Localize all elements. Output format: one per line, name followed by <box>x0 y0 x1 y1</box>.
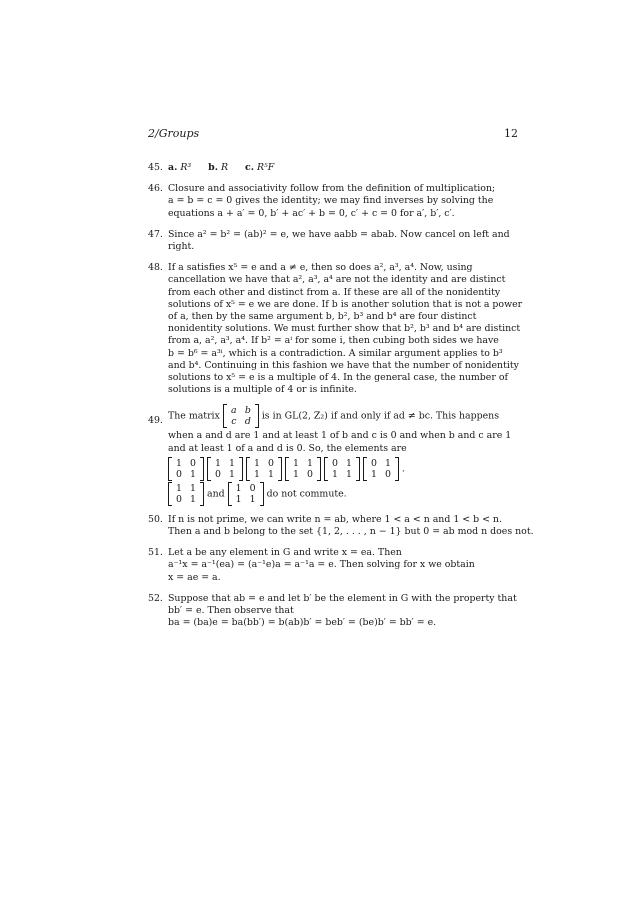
text-line: equations a + a′ = 0, b′ + ac′ + b = 0, c′ + c = 0 for a′, b′, c′. <box>168 207 455 219</box>
text-line: Then a and b belong to the set {1, 2, . . . , n − 1} but 0 = ab mod n does not. <box>168 526 534 538</box>
matrix-cell: 0 <box>306 468 313 480</box>
matrix-cell: 1 <box>384 457 391 469</box>
matrix-cell: 1 <box>331 468 338 480</box>
problem-number: 52. <box>148 592 163 604</box>
problem-47 <box>148 229 520 253</box>
text-line: and at least 1 of a and d is 0. So, the elements are <box>168 442 407 454</box>
matrix-cell: 1 <box>176 457 182 469</box>
pair-conclusion: do not commute. <box>266 488 347 500</box>
matrix-cell: 1 <box>249 493 256 505</box>
intro-text: The matrix <box>168 410 220 422</box>
text-line: nonidentity solutions. We must further show that b², b³ and b⁴ are distinct <box>168 323 521 335</box>
matrix-cell: 0 <box>190 457 196 469</box>
matrix-cell: 0 <box>249 482 256 494</box>
text-line: b = b⁶ = a³ⁱ, which is a contradiction. A similar argument applies to b³ <box>168 347 503 359</box>
matrix <box>285 458 321 480</box>
matrix-cell: 0 <box>384 468 391 480</box>
matrix-cell: 1 <box>190 482 196 494</box>
matrix <box>228 483 264 505</box>
text-line: ba = (ba)e = ba(bb′) = b(ab)b′ = beb′ = (be)b′ = bb′ = e. <box>168 617 437 629</box>
matrix-cell: 1 <box>235 493 242 505</box>
punctuation: . <box>401 463 405 475</box>
matrix-cell: 1 <box>267 468 274 480</box>
text-line: when a and d are 1 and at least 1 of b and c is 0 and when b and c are 1 <box>168 430 512 442</box>
matrix-cell: 1 <box>253 468 260 480</box>
text-line: solutions is a multiple of 4 or is infinite. <box>168 384 357 396</box>
problem-number: 47. <box>148 228 163 240</box>
matrix <box>363 458 399 480</box>
problem-46 <box>148 183 520 220</box>
problem-number: 49. <box>148 415 163 427</box>
matrix-cell: 1 <box>190 493 196 505</box>
matrix-cell: c <box>231 416 237 428</box>
problem-number: 51. <box>148 547 163 559</box>
text-line: cancellation we have that a², a³, a⁴ are not the identity and are distinct <box>168 274 506 286</box>
matrix-cell: 1 <box>345 457 352 469</box>
matrix-cell: 1 <box>229 457 235 469</box>
text-line: If a satisfies x⁵ = e and a ≠ e, then so does a², a³, a⁴. Now, using <box>168 262 473 274</box>
matrix <box>168 483 204 505</box>
matrix-cell: 1 <box>235 482 242 494</box>
matrix <box>223 405 259 427</box>
solutions-list <box>148 162 534 638</box>
text-line: solutions to x⁵ = e is a multiple of 4. In the general case, the number of <box>168 372 508 384</box>
matrix-cell: 1 <box>292 457 299 469</box>
answer-a-label: a. <box>168 162 178 173</box>
matrix <box>246 458 282 480</box>
matrix-cell: 0 <box>267 457 274 469</box>
text-line: of a, then by the same argument b, b², b³ and b⁴ are four distinct <box>168 311 477 323</box>
matrix-cell: 1 <box>229 468 235 480</box>
intro-line <box>168 405 520 427</box>
answer-b-value: R <box>220 162 229 173</box>
matrix <box>207 458 243 480</box>
answer-b-label: b. <box>208 162 218 173</box>
element-matrices <box>168 458 520 480</box>
text-line: If n is not prime, we can write n = ab, where 1 < a < n and 1 < b < n. <box>168 513 502 525</box>
text-line: Suppose that ab = e and let b′ be the element in G with the property that <box>168 592 517 604</box>
chapter-title: 2/Groups <box>148 127 200 140</box>
matrix <box>168 458 204 480</box>
matrix-cell: a <box>231 405 237 417</box>
text-line: solutions of x⁵ = e we are done. If b is another solution that is not a power <box>168 298 523 310</box>
matrix <box>324 458 360 480</box>
matrix-cell: 1 <box>370 468 377 480</box>
problem-50 <box>148 513 534 538</box>
matrix-cell: 1 <box>215 457 221 469</box>
matrix-cell: d <box>244 416 251 428</box>
problem-51 <box>148 547 520 584</box>
text-line: Let a be any element in G and write x = ea. Then <box>168 547 402 559</box>
text-line: a⁻¹x = a⁻¹(ea) = (a⁻¹e)a = a⁻¹a = e. Then solving for x we obtain <box>168 559 475 571</box>
text-line: a = b = c = 0 gives the identity; we may find inverses by solving the <box>168 195 494 207</box>
matrix-cell: 0 <box>176 468 182 480</box>
noncommuting-pair <box>168 483 520 505</box>
matrix-cell: 1 <box>176 482 182 494</box>
matrix-cell: 0 <box>331 457 338 469</box>
intro-text: is in GL(2, Z₂) if and only if ad ≠ bc. This happens <box>261 410 500 422</box>
problem-45 <box>148 162 520 174</box>
matrix-cell: 1 <box>253 457 260 469</box>
text-line: Since a² = b² = (ab)² = e, we have aabb = abab. Now cancel on left and <box>168 228 510 240</box>
answer-a-value: R³ <box>180 162 192 173</box>
problem-number: 46. <box>148 183 163 195</box>
text-line: from each other and distinct from a. If these are all of the nonidentity <box>168 286 501 298</box>
problem-49 <box>148 405 520 504</box>
matrix-cell: 0 <box>215 468 221 480</box>
text-line: Closure and associativity follow from the definition of multiplication; <box>168 183 496 195</box>
answer-c-value: R⁵F <box>256 162 275 173</box>
problem-48 <box>148 262 523 396</box>
matrix-cell: 1 <box>190 468 196 480</box>
problem-number: 48. <box>148 262 163 274</box>
problem-52 <box>148 593 520 630</box>
problem-number: 50. <box>148 513 163 525</box>
text-line: bb′ = e. Then observe that <box>168 605 294 617</box>
page-number: 12 <box>504 127 518 140</box>
text-line: and b⁴. Continuing in this fashion we have that the number of nonidentity <box>168 359 519 371</box>
text-line: right. <box>168 241 195 253</box>
matrix-cell: 0 <box>176 493 182 505</box>
answer-c-label: c. <box>245 162 254 173</box>
and-word: and <box>206 488 225 500</box>
matrix-cell: 0 <box>370 457 377 469</box>
problem-number: 45. <box>148 162 163 173</box>
matrix-cell: 1 <box>345 468 352 480</box>
text-line: from a, a², a³, a⁴. If b² = aⁱ for some i, then cubing both sides we have <box>168 335 499 347</box>
matrix-cell: 1 <box>292 468 299 480</box>
matrix-cell: b <box>244 405 251 417</box>
matrix-cell: 1 <box>306 457 313 469</box>
text-line: x = ae = a. <box>168 571 221 583</box>
